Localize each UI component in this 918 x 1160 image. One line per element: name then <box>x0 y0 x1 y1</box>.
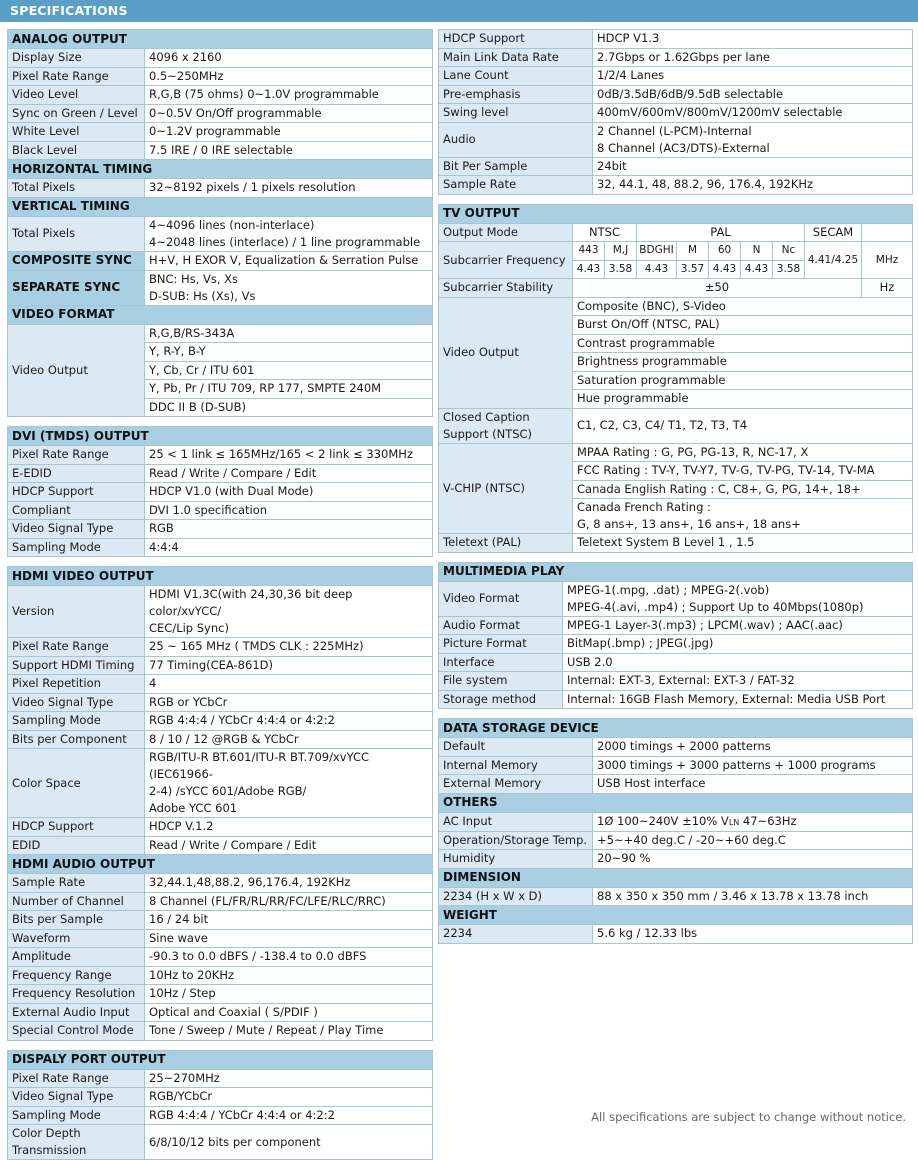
spec-label: Subcarrier Stability <box>439 279 573 298</box>
spec-row <box>8 836 433 855</box>
spec-row <box>439 48 913 67</box>
spec-label: Closed Caption Support (NTSC) <box>439 408 573 443</box>
spec-label: Sampling Mode <box>8 538 145 557</box>
spec-row <box>8 104 433 123</box>
section-title: HDMI VIDEO OUTPUT <box>8 567 433 586</box>
spec-label: Color Depth Transmission <box>8 1125 145 1160</box>
section-title: SEPARATE SYNC <box>8 270 145 305</box>
spec-row <box>439 672 913 691</box>
spec-row <box>8 948 433 967</box>
spec-row <box>439 756 913 775</box>
spec-label: Frequency Range <box>8 966 145 985</box>
spec-label: HDCP Support <box>8 818 145 837</box>
spec-label: Support HDMI Timing <box>8 656 145 675</box>
spec-label: Amplitude <box>8 948 145 967</box>
spec-row <box>8 749 433 818</box>
spec-value: HDMI V1.3C(with 24,30,36 bit deep color/xvYCC/ CEC/Lip Sync) <box>145 586 433 638</box>
spec-label: Pixel Rate Range <box>8 446 145 465</box>
spec-row <box>439 242 913 261</box>
spec-label: Internal Memory <box>439 756 593 775</box>
spec-label: Sample Rate <box>439 176 593 195</box>
spec-value: 4:4:4 <box>145 538 433 557</box>
subcarrier-standard: 60 <box>709 242 741 261</box>
spec-value: 16 / 24 bit <box>145 911 433 930</box>
spec-label: Lane Count <box>439 67 593 86</box>
displayport-output-table <box>7 1050 433 1160</box>
left-column <box>7 29 433 1160</box>
spec-row <box>8 538 433 557</box>
spec-label: Subcarrier Frequency <box>439 242 573 279</box>
spec-row <box>439 635 913 654</box>
spec-value: Composite (BNC), S-Video <box>573 297 913 316</box>
spec-value: R,G,B (75 ohms) 0~1.0V programmable <box>145 86 433 105</box>
spec-value: +5~+40 deg.C / -20~+60 deg.C <box>593 831 913 850</box>
spec-value: 77 Timing(CEA-861D) <box>145 656 433 675</box>
spec-row <box>8 67 433 86</box>
spec-row <box>8 675 433 694</box>
subcarrier-standard: M <box>677 242 709 261</box>
spec-row <box>439 30 913 49</box>
spec-value: 24bit <box>593 157 913 176</box>
spec-value: 32,44.1,48,88.2, 96,176.4, 192KHz <box>145 874 433 893</box>
spec-label: Pixel Rate Range <box>8 638 145 657</box>
spec-label: Sample Rate <box>8 874 145 893</box>
spec-value: Read / Write / Compare / Edit <box>145 464 433 483</box>
subcarrier-standard: Nc <box>773 242 805 261</box>
spec-row <box>8 818 433 837</box>
spec-value: RGB or YCbCr <box>145 693 433 712</box>
dvi-output-table <box>7 426 433 557</box>
section-title: DVI (TMDS) OUTPUT <box>8 427 433 446</box>
spec-value: Y, Pb, Pr / ITU 709, RP 177, SMPTE 240M <box>145 380 433 399</box>
spec-row <box>8 985 433 1004</box>
subcarrier-standard: M,J <box>605 242 637 261</box>
spec-row <box>8 270 433 305</box>
spec-label: Humidity <box>439 850 593 869</box>
spec-label: AC Input <box>439 812 593 831</box>
section-title: COMPOSITE SYNC <box>8 251 145 270</box>
spec-row <box>439 653 913 672</box>
spec-label: Bit Per Sample <box>439 157 593 176</box>
spec-value: 0~0.5V On/Off programmable <box>145 104 433 123</box>
spec-value: USB 2.0 <box>563 653 913 672</box>
spec-label: V-CHIP (NTSC) <box>439 443 573 534</box>
spec-label: Picture Format <box>439 635 563 654</box>
spec-value: 5.6 kg / 12.33 lbs <box>593 925 913 944</box>
spec-row <box>439 408 913 443</box>
spec-row <box>439 279 913 298</box>
subcarrier-value: 3.57 <box>677 260 709 279</box>
spec-value: Hue programmable <box>573 390 913 409</box>
spec-label: Sampling Mode <box>8 712 145 731</box>
spec-value: Teletext System B Level 1 , 1.5 <box>573 534 913 553</box>
spec-value: MPAA Rating : G, PG, PG-13, R, NC-17, X <box>573 443 913 462</box>
spec-value: 3000 timings + 3000 patterns + 1000 programs <box>593 756 913 775</box>
spec-row <box>439 67 913 86</box>
spec-label: Special Control Mode <box>8 1022 145 1041</box>
spec-row <box>8 1125 433 1160</box>
spec-row <box>439 850 913 869</box>
spec-row <box>8 712 433 731</box>
spec-label: Version <box>8 586 145 638</box>
ntsc-header: NTSC <box>573 223 637 242</box>
spec-row <box>439 616 913 635</box>
spec-value: 0~1.2V programmable <box>145 123 433 142</box>
spec-value: C1, C2, C3, C4/ T1, T2, T3, T4 <box>573 408 913 443</box>
spec-label: Video Output <box>439 297 573 408</box>
spec-value: 25 < 1 link ≤ 165MHz/165 < 2 link ≤ 330MHz <box>145 446 433 465</box>
spec-label: Video Format <box>439 581 563 616</box>
spec-label: Main Link Data Rate <box>439 48 593 67</box>
spec-value: Sine wave <box>145 929 433 948</box>
spec-value: 0.5~250MHz <box>145 67 433 86</box>
spec-row <box>8 966 433 985</box>
section-title: VIDEO FORMAT <box>8 305 433 324</box>
spec-value: Brightness programmable <box>573 353 913 372</box>
spec-label: HDCP Support <box>439 30 593 49</box>
spec-value: 8 Channel (FL/FR/RL/RR/FC/LFE/RLC/RRC) <box>145 892 433 911</box>
spec-label: Video Output <box>8 324 145 417</box>
spec-value: HDCP V.1.2 <box>145 818 433 837</box>
spec-value: Burst On/Off (NTSC, PAL) <box>573 316 913 335</box>
spec-value: 8 / 10 / 12 @RGB & YCbCr <box>145 730 433 749</box>
spec-label: File system <box>439 672 563 691</box>
spec-row <box>8 251 433 270</box>
spec-row <box>8 324 433 343</box>
secam-frequency: 4.41/4.25 <box>805 242 862 279</box>
section-title: DIMENSION <box>439 868 913 887</box>
spec-row <box>439 104 913 123</box>
spec-row <box>8 1088 433 1107</box>
spec-value: Y, R-Y, B-Y <box>145 343 433 362</box>
spec-row <box>8 693 433 712</box>
spec-value: Optical and Coaxial ( S/PDIF ) <box>145 1003 433 1022</box>
spec-value: Tone / Sweep / Mute / Repeat / Play Time <box>145 1022 433 1041</box>
spec-value: BitMap(.bmp) ; JPEG(.jpg) <box>563 635 913 654</box>
spec-value: RGB 4:4:4 / YCbCr 4:4:4 or 4:2:2 <box>145 1106 433 1125</box>
spec-value: 7.5 IRE / 0 IRE selectable <box>145 141 433 160</box>
spec-value: HDCP V1.0 (with Dual Mode) <box>145 483 433 502</box>
spec-label: Default <box>439 738 593 757</box>
spec-value: H+V, H EXOR V, Equalization & Serration Pulse <box>145 251 433 270</box>
spec-value: Saturation programmable <box>573 371 913 390</box>
spec-value: 32, 44.1, 48, 88.2, 96, 176.4, 192KHz <box>593 176 913 195</box>
spec-label: Sync on Green / Level <box>8 104 145 123</box>
multimedia-play-table <box>438 562 913 710</box>
spec-value: 1Ø 100~240V ±10% VLN 47~63Hz <box>593 812 913 831</box>
spec-label: Video Signal Type <box>8 693 145 712</box>
spec-value: USB Host interface <box>593 775 913 794</box>
section-title: TV OUTPUT <box>439 204 913 223</box>
spec-row <box>439 925 913 944</box>
spec-value: 2.7Gbps or 1.62Gbps per lane <box>593 48 913 67</box>
subcarrier-value: 3.58 <box>605 260 637 279</box>
spec-row <box>439 690 913 709</box>
spec-row <box>8 638 433 657</box>
section-title: VERTICAL TIMING <box>8 197 433 216</box>
spec-label: Sampling Mode <box>8 1106 145 1125</box>
spec-label: Teletext (PAL) <box>439 534 573 553</box>
spec-label: Compliant <box>8 501 145 520</box>
subcarrier-standard: 443 <box>573 242 605 261</box>
spec-label: EDID <box>8 836 145 855</box>
spec-row <box>8 446 433 465</box>
spec-label: Color Space <box>8 749 145 818</box>
disclaimer-note: All specifications are subject to change without notice. <box>591 1110 906 1124</box>
spec-value: FCC Rating : TV-Y, TV-Y7, TV-G, TV-PG, TV-14, TV-MA <box>573 462 913 481</box>
spec-value: Canada French Rating : G, 8 ans+, 13 ans+, 16 ans+, 18 ans+ <box>573 499 913 534</box>
spec-row <box>439 443 913 462</box>
spec-label: White Level <box>8 123 145 142</box>
spec-value: MPEG-1(.mpg, .dat) ; MPEG-2(.vob) MPEG-4(.avi, .mp4) ; Support Up to 40Mbps(1080p) <box>563 581 913 616</box>
section-title: WEIGHT <box>439 906 913 925</box>
spec-value: 88 x 350 x 350 mm / 3.46 x 13.78 x 13.78 inch <box>593 887 913 906</box>
analog-output-table <box>7 29 433 417</box>
spec-row <box>8 520 433 539</box>
spec-row <box>8 86 433 105</box>
spec-value: Canada English Rating : C, C8+, G, PG, 14+, 18+ <box>573 480 913 499</box>
spec-value: 2 Channel (L-PCM)-Internal 8 Channel (AC3/DTS)-External <box>593 122 913 157</box>
spec-row <box>8 1069 433 1088</box>
spec-value: 2000 timings + 2000 patterns <box>593 738 913 757</box>
spec-label: Pre-emphasis <box>439 85 593 104</box>
spec-value: Contrast programmable <box>573 334 913 353</box>
spec-row <box>8 1022 433 1041</box>
spec-label: Bits per Sample <box>8 911 145 930</box>
spec-value: RGB <box>145 520 433 539</box>
spec-value: RGB/ITU-R BT.601/ITU-R BT.709/xvYCC (IEC61966- 2-4) /sYCC 601/Adobe RGB/ Adobe YCC 601 <box>145 749 433 818</box>
right-column <box>438 29 913 944</box>
subcarrier-value: 4.43 <box>637 260 677 279</box>
spec-value: 400mV/600mV/800mV/1200mV selectable <box>593 104 913 123</box>
spec-value: 0dB/3.5dB/6dB/9.5dB selectable <box>593 85 913 104</box>
spec-value: R,G,B/RS-343A <box>145 324 433 343</box>
section-title: DISPALY PORT OUTPUT <box>8 1050 433 1069</box>
spec-label: Storage method <box>439 690 563 709</box>
spec-row <box>8 730 433 749</box>
unit-label: MHz <box>862 242 913 279</box>
spec-label: Swing level <box>439 104 593 123</box>
spec-row <box>8 179 433 198</box>
data-storage-table <box>438 718 913 944</box>
subcarrier-standard: N <box>741 242 773 261</box>
spec-label: Output Mode <box>439 223 573 242</box>
spec-row <box>8 586 433 638</box>
spec-value: ±50 <box>573 279 862 298</box>
spec-row <box>439 157 913 176</box>
spec-value: DDC II B (D-SUB) <box>145 398 433 417</box>
spec-row <box>8 123 433 142</box>
spec-label: Bits per Component <box>8 730 145 749</box>
spec-value: BNC: Hs, Vs, Xs D-SUB: Hs (Xs), Vs <box>145 270 433 305</box>
spec-value: DVI 1.0 specification <box>145 501 433 520</box>
section-title: OTHERS <box>439 793 913 812</box>
spec-value: 4~4096 lines (non-interlace) 4~2048 lines (interlace) / 1 line programmable <box>145 216 433 251</box>
spec-label: E-EDID <box>8 464 145 483</box>
spec-label: Pixel Rate Range <box>8 1069 145 1088</box>
spec-label: Audio Format <box>439 616 563 635</box>
spec-label: Waveform <box>8 929 145 948</box>
section-title: HDMI AUDIO OUTPUT <box>8 855 433 874</box>
spec-value: -90.3 to 0.0 dBFS / -138.4 to 0.0 dBFS <box>145 948 433 967</box>
spec-label: Audio <box>439 122 593 157</box>
spec-label: Total Pixels <box>8 179 145 198</box>
spec-row <box>439 775 913 794</box>
spec-row <box>8 501 433 520</box>
spec-value: HDCP V1.3 <box>593 30 913 49</box>
spec-label: Black Level <box>8 141 145 160</box>
spec-label: Display Size <box>8 49 145 68</box>
spec-value: Internal: EXT-3, External: EXT-3 / FAT-32 <box>563 672 913 691</box>
unit-label: Hz <box>862 279 913 298</box>
subcarrier-standard: BDGHI <box>637 242 677 261</box>
spec-row <box>439 738 913 757</box>
spec-row <box>8 656 433 675</box>
spec-row <box>439 831 913 850</box>
spec-value: 20~90 % <box>593 850 913 869</box>
tv-output-table <box>438 204 913 553</box>
spec-row <box>439 297 913 316</box>
spec-row <box>8 1106 433 1125</box>
spec-label: External Audio Input <box>8 1003 145 1022</box>
spec-label: Pixel Repetition <box>8 675 145 694</box>
spec-value: 25~270MHz <box>145 1069 433 1088</box>
subcarrier-value: 3.58 <box>773 260 805 279</box>
section-title: ANALOG OUTPUT <box>8 30 433 49</box>
specifications-banner: SPECIFICATIONS <box>0 0 918 22</box>
spec-label: Video Signal Type <box>8 520 145 539</box>
spec-label: 2234 (H x W x D) <box>439 887 593 906</box>
spec-label: Operation/Storage Temp. <box>439 831 593 850</box>
spec-value: 6/8/10/12 bits per component <box>145 1125 433 1160</box>
spec-value: 1/2/4 Lanes <box>593 67 913 86</box>
spec-row <box>8 1003 433 1022</box>
spec-label: Interface <box>439 653 563 672</box>
spec-label: Pixel Rate Range <box>8 67 145 86</box>
spec-label: Video Level <box>8 86 145 105</box>
spec-value: RGB 4:4:4 / YCbCr 4:4:4 or 4:2:2 <box>145 712 433 731</box>
spec-value: 10Hz to 20KHz <box>145 966 433 985</box>
subcarrier-value: 4.43 <box>573 260 605 279</box>
subcarrier-value: 4.43 <box>709 260 741 279</box>
spec-row <box>439 887 913 906</box>
spec-label: Frequency Resolution <box>8 985 145 1004</box>
spec-label: Video Signal Type <box>8 1088 145 1107</box>
hdmi-output-table <box>7 566 433 1041</box>
pal-header: PAL <box>637 223 805 242</box>
spec-value: 32~8192 pixels / 1 pixels resolution <box>145 179 433 198</box>
spec-row <box>8 141 433 160</box>
spec-value: Read / Write / Compare / Edit <box>145 836 433 855</box>
subcarrier-value: 4.43 <box>741 260 773 279</box>
spec-label: Number of Channel <box>8 892 145 911</box>
spec-row <box>439 85 913 104</box>
spec-row <box>8 874 433 893</box>
spec-row <box>8 49 433 68</box>
spec-value: 4096 x 2160 <box>145 49 433 68</box>
spec-label: Total Pixels <box>8 216 145 251</box>
section-title: HORIZONTAL TIMING <box>8 160 433 179</box>
spec-row <box>8 216 433 251</box>
spec-value: 25 ~ 165 MHz ( TMDS CLK : 225MHz) <box>145 638 433 657</box>
spec-value: Internal: 16GB Flash Memory, External: Media USB Port <box>563 690 913 709</box>
spec-row <box>8 929 433 948</box>
spec-row <box>8 464 433 483</box>
spec-row <box>439 581 913 616</box>
spec-label: External Memory <box>439 775 593 794</box>
spec-label: 2234 <box>439 925 593 944</box>
section-title: MULTIMEDIA PLAY <box>439 562 913 581</box>
spec-value: RGB/YCbCr <box>145 1088 433 1107</box>
spec-row <box>8 911 433 930</box>
spec-row <box>439 122 913 157</box>
spec-value: 4 <box>145 675 433 694</box>
secam-header: SECAM <box>805 223 862 242</box>
spec-label: HDCP Support <box>8 483 145 502</box>
spec-row <box>8 483 433 502</box>
spec-row <box>439 812 913 831</box>
displayport-continued-table <box>438 29 913 195</box>
spec-value: Y, Cb, Cr / ITU 601 <box>145 361 433 380</box>
spec-row <box>439 223 913 242</box>
section-title: DATA STORAGE DEVICE <box>439 719 913 738</box>
spec-row <box>8 892 433 911</box>
spec-row <box>439 534 913 553</box>
spec-value: MPEG-1 Layer-3(.mp3) ; LPCM(.wav) ; AAC(.aac) <box>563 616 913 635</box>
spec-value: 10Hz / Step <box>145 985 433 1004</box>
spec-row <box>439 176 913 195</box>
